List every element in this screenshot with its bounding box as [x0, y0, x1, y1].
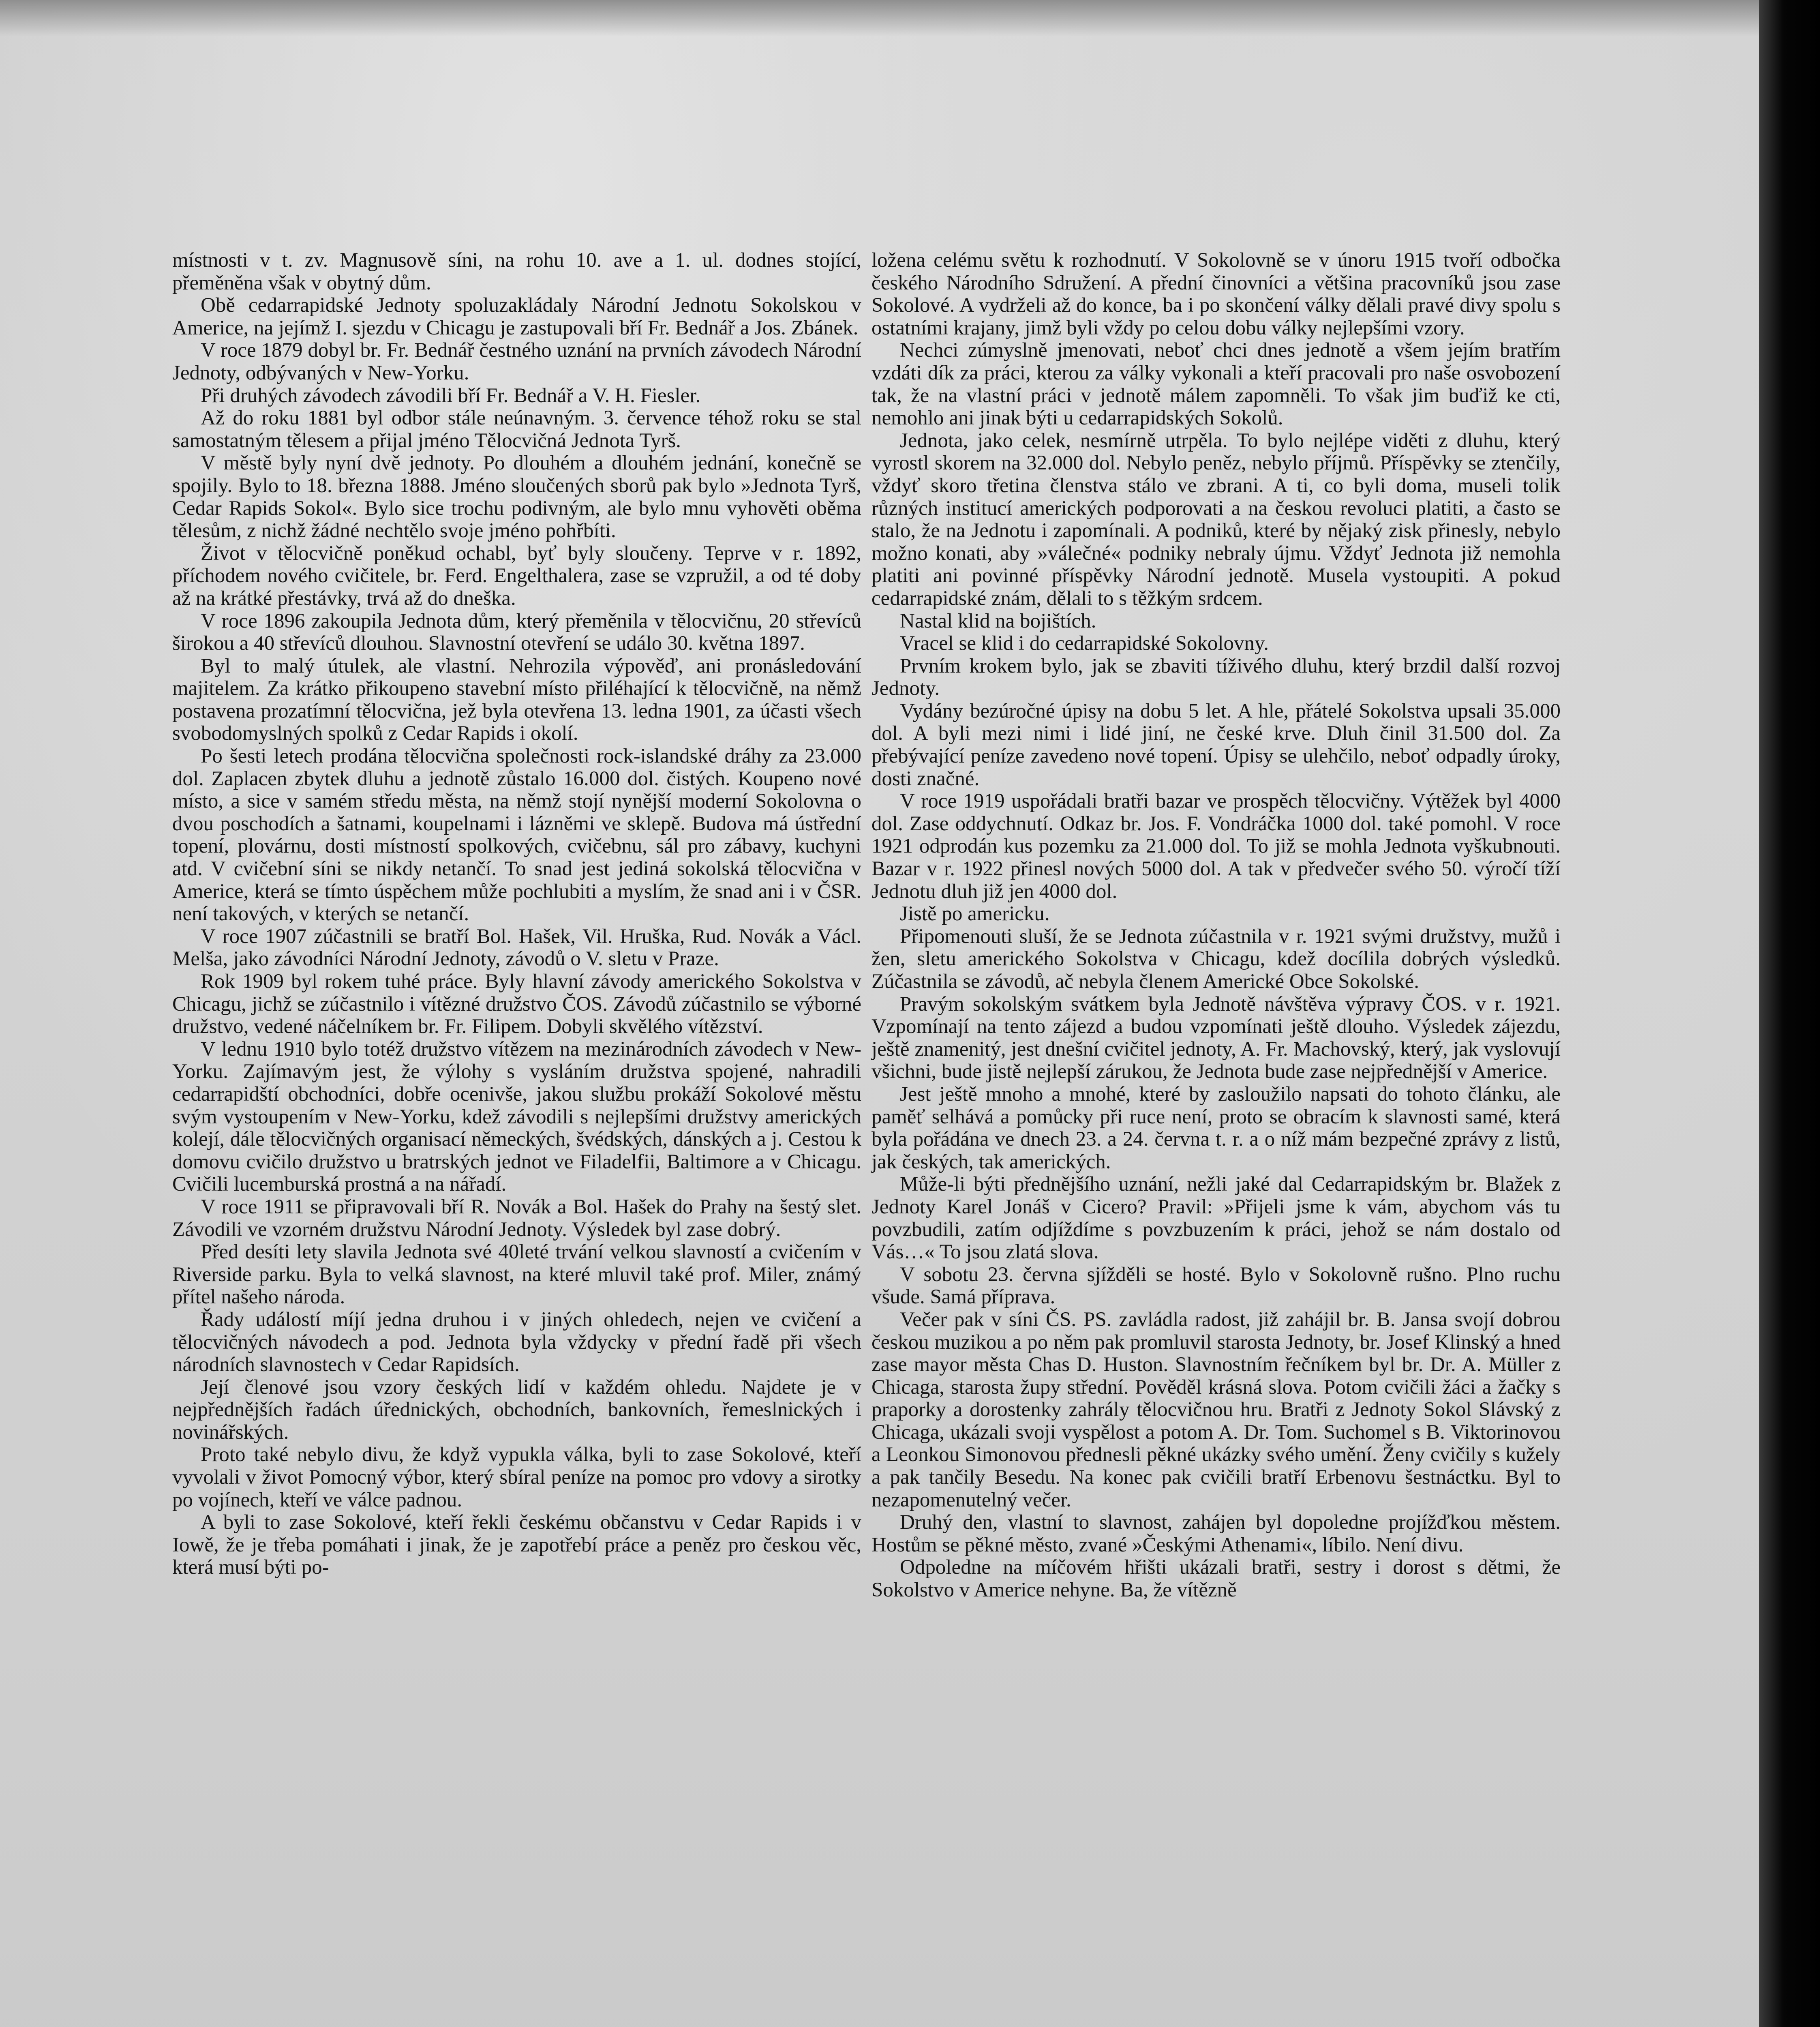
paragraph: Byl to malý útulek, ale vlastní. Nehrozila výpověď, ani pronásledování majitelem. Za krátko přikoupeno stavební místo přiléhající k tělocvičně, na němž postavena prozatímní tělocvična, jež byla otevřena 13. ledna 1901, za účasti všech svobodomyslných spolků z Cedar Rapids i okolí. — [172, 654, 861, 745]
paragraph: Prvním krokem bylo, jak se zbaviti tíživého dluhu, který brzdil další rozvoj Jednoty. — [871, 654, 1561, 700]
scan-top-shadow — [0, 0, 1820, 36]
paragraph: V roce 1896 zakoupila Jednota dům, který přeměnila v tělocvičnu, 20 střevíců širokou a 40 střevíců dlouhou. Slavnostní otevření se událo 30. května 1897. — [172, 609, 861, 655]
paragraph: V roce 1879 dobyl br. Fr. Bednář čestného uznání na prvních závodech Národní Jednoty, odbývaných v New-Yorku. — [172, 339, 861, 384]
paragraph: Proto také nebylo divu, že když vypukla válka, byli to zase Sokolové, kteří vyvolali v život Pomocný výbor, který sbíral peníze na pomoc pro vdovy a sirotky po vojínech, kteří ve válce padnou. — [172, 1443, 861, 1511]
paragraph: V roce 1907 zúčastnili se bratří Bol. Hašek, Vil. Hruška, Rud. Novák a Václ. Melša, jako závodníci Národní Jednoty, závodů o V. sletu v Praze. — [172, 925, 861, 971]
scan-right-edge — [1759, 0, 1820, 2027]
paragraph: Život v tělocvičně poněkud ochabl, byť byly sloučeny. Teprve v r. 1892, příchodem nového cvičitele, br. Ferd. Engelthalera, zase se vzpružil, a od té doby až na krátké přestávky, trvá až do dneška. — [172, 542, 861, 610]
paragraph: V roce 1919 uspořádali bratři bazar ve prospěch tělocvičny. Výtěžek byl 4000 dol. Zase oddychnutí. Odkaz br. Jos. F. Vondráčka 1000 dol. také pomohl. V roce 1921 odprodán kus pozemku za 21.000 dol. To již se mohla Jednota vyškubnouti. Bazar v r. 1922 přinesl nových 5000 dol. A tak v předvečer svého 50. výročí tíží Jednotu dluh již jen 4000 dol. — [871, 790, 1561, 903]
paragraph: místnosti v t. zv. Magnusově síni, na rohu 10. ave a 1. ul. dodnes stojící, přeměněna však v obytný dům. — [172, 249, 861, 294]
paragraph: Řady událostí míjí jedna druhou i v jiných ohledech, nejen ve cvičení a tělocvičných návodech a pod. Jednota byla vždycky v přední řadě při všech národních slavnostech v Cedar Rapidsích. — [172, 1308, 861, 1376]
right-column — [871, 249, 1561, 1602]
paragraph: V sobotu 23. června sjížděli se hosté. Bylo v Sokolovně rušno. Plno ruchu všude. Samá příprava. — [871, 1263, 1561, 1309]
paragraph: Nechci zúmyslně jmenovati, neboť chci dnes jednotě a všem jejím bratřím vzdáti dík za práci, kterou za války vykonali a kteří pracovali pro naše osvobození tak, že na vlastní práci v jednotě málem zapomněli. To však jim buďiž ke cti, nemohlo ani jinak býti u cedarrapidských Sokolů. — [871, 339, 1561, 430]
paragraph: Druhý den, vlastní to slavnost, zahájen byl dopoledne projížďkou městem. Hostům se pěkné město, zvané »Českými Athenami«, líbilo. Není divu. — [871, 1511, 1561, 1556]
paragraph: Obě cedarrapidské Jednoty spoluzakládaly Národní Jednotu Sokolskou v Americe, na jejímž I. sjezdu v Chicagu je zastupovali bří Fr. Bednář a Jos. Zbánek. — [172, 294, 861, 339]
paragraph: Rok 1909 byl rokem tuhé práce. Byly hlavní závody amerického Sokolstva v Chicagu, jichž se zúčastnilo i vítězné družstvo ČOS. Závodů zúčastnilo se výborné družstvo, vedené náčelníkem br. Fr. Filipem. Dobyli skvělého vítězství. — [172, 970, 861, 1038]
paragraph: Pravým sokolským svátkem byla Jednotě návštěva výpravy ČOS. v r. 1921. Vzpomínají na tento zájezd a budou vzpomínati ještě dlouho. Výsledek zájezdu, ještě znamenitý, jest dnešní cvičitel jednoty, A. Fr. Machovský, který, jak vyslovují všichni, bude jistě nejlepší zárukou, že Jednota bude zase nejpřednější v Americe. — [871, 992, 1561, 1083]
paragraph: Jest ještě mnoho a mnohé, které by zasloužilo napsati do tohoto článku, ale paměť selhává a pomůcky při ruce není, proto se obracím k slavnosti samé, která byla pořádána ve dnech 23. a 24. června t. r. a o níž mám bezpečné zprávy z listů, jak českých, tak amerických. — [871, 1082, 1561, 1173]
paragraph: Večer pak v síni ČS. PS. zavládla radost, již zahájil br. B. Jansa svojí dobrou českou muzikou a po něm pak promluvil starosta Jednoty, br. Josef Klinský a hned zase mayor města Chas D. Huston. Slavnostním řečníkem byl br. Dr. A. Müller z Chicaga, starosta župy střední. Pověděl krásná slova. Potom cvičili žáci a žačky s praporky a dorostenky zahrály tělocvičnou hru. Bratři z Jednoty Sokol Slávský z Chicaga, ukázali svoji vyspělost a potom A. Dr. Tom. Suchomel s B. Viktorinovou a Leonkou Simonovou přednesli pěkné ukázky svého umění. Ženy cvičily s kužely a pak tančily Besedu. Na konec pak cvičili bratří Erbenovu šestnáctku. Byl to nezapomenutelný večer. — [871, 1308, 1561, 1511]
paragraph: Po šesti letech prodána tělocvična společnosti rock-islandské dráhy za 23.000 dol. Zaplacen zbytek dluhu a jednotě zůstalo 16.000 dol. čistých. Koupeno nové místo, a sice v samém středu města, na němž stojí nynější moderní Sokolovna o dvou poschodích a šatnami, koupelnami i lázněmi ve sklepě. Budova má ústřední topení, plovárnu, dosti místností spolkových, cvičebnu, sál pro zábavy, kuchyni atd. V cvičební síni se nikdy netančí. To snad jest jediná sokolská tělocvična v Americe, která se tímto úspěchem může pochlubiti a myslím, že snad ani i v ČSR. není takových, v kterých se netančí. — [172, 745, 861, 926]
paragraph: Před desíti lety slavila Jednota své 40leté trvání velkou slavností a cvičením v Riverside parku. Byla to velká slavnost, na které mluvil také prof. Miler, známý přítel našeho národa. — [172, 1241, 861, 1309]
paragraph: V městě byly nyní dvě jednoty. Po dlouhém a dlouhém jednání, konečně se spojily. Bylo to 18. března 1888. Jméno sloučených sborů pak bylo »Jednota Tyrš, Cedar Rapids Sokol«. Bylo sice trochu podivným, ale bylo mnu vyhověti oběma tělesům, z nichž žádné nechtělo svoje jméno pohřbíti. — [172, 452, 861, 542]
paragraph: Při druhých závodech závodili bří Fr. Bednář a V. H. Fiesler. — [201, 384, 701, 407]
paragraph: A byli to zase Sokolové, kteří řekli českému občanstvu v Cedar Rapids i v Iowě, že je třeba pomáhati i jinak, že je zapotřebí práce a peněz pro českou věc, která musí býti po- — [172, 1511, 861, 1579]
paragraph: V roce 1911 se připravovali bří R. Novák a Bol. Hašek do Prahy na šestý slet. Závodili ve vzorném družstvu Národní Jednoty. Výsledek byl zase dobrý. — [172, 1195, 861, 1241]
paragraph: V lednu 1910 bylo totéž družstvo vítězem na mezinárodních závodech v New-Yorku. Zajímavým jest, že výlohy s vysláním družstva spojené, nahradili cedarrapidští obchodníci, dobře ocenivše, jakou službu prokáží Sokolové městu svým vystoupením v New-Yorku, kdež závodili s nejlepšími družstvy amerických kolejí, dále tělocvičných organisací německých, švédských, dánských a j. Cestou k domovu cvičilo družstvo u bratrských jednot ve Filadelfii, Baltimore a v Chicagu. Cvičili lucemburská prostná a na nářadí. — [172, 1037, 861, 1196]
left-column — [172, 249, 861, 1579]
paragraph: Připomenouti sluší, že se Jednota zúčastnila v r. 1921 svými družstvy, mužů i žen, sletu amerického Sokolstva v Chicagu, kdež docílila dobrých výsledků. Zúčastnila se závodů, ač nebyla členem Americké Obce Sokolské. — [871, 925, 1561, 993]
paragraph: Nastal klid na bojištích. — [900, 609, 1096, 632]
paragraph: Může-li býti přednějšího uznání, nežli jaké dal Cedarrapidským br. Blažek z Jednoty Karel Jonáš v Cicero? Pravil: »Přijeli jsme k vám, abychom vás tu povzbudili, zatím odjíždíme s povzbuzením k práci, jehož se nám dostalo od Vás…« To jsou zlatá slova. — [871, 1173, 1561, 1264]
paragraph: Odpoledne na míčovém hřišti ukázali bratři, sestry i dorost s dětmi, že Sokolstvo v Americe nehyne. Ba, že vítězně — [871, 1556, 1561, 1602]
paragraph: ložena celému světu k rozhodnutí. V Sokolovně se v únoru 1915 tvoří odbočka českého Národního Sdružení. A přední činovníci a většina pracovníků jsou zase Sokolové. A vydrželi až do konce, ba i po skončení války dělali pravé divy spolu s ostatními krajany, jimž byli vždy po celou dobu války nejlepšími vzory. — [871, 249, 1561, 339]
paragraph: Vracel se klid i do cedarrapidské Sokolovny. — [900, 632, 1269, 655]
paragraph: Vydány bezúročné úpisy na dobu 5 let. A hle, přátelé Sokolstva upsali 35.000 dol. A byli mezi nimi i lidé jiní, ne české krve. Dluh činil 31.500 dol. Za přebývající peníze zavedeno nové topení. Úpisy se ulehčilo, neboť odpadly úroky, dosti značné. — [871, 699, 1561, 790]
paragraph: Její členové jsou vzory českých lidí v každém ohledu. Najdete je v nejpřednějších řadách úřednických, obchodních, bankovních, řemeslnických i novinářských. — [172, 1376, 861, 1444]
paragraph: Až do roku 1881 byl odbor stále neúnavným. 3. července téhož roku se stal samostatným tělesem a přijal jméno Tělocvičná Jednota Tyrš. — [172, 407, 861, 452]
paragraph: Jednota, jako celek, nesmírně utrpěla. To bylo nejlépe viděti z dluhu, který vyrostl skorem na 32.000 dol. Nebylo peněz, nebylo příjmů. Příspěvky se ztenčily, vždyť skoro třetina členstva stálo ve zbrani. A ti, co byli doma, museli tolik různých institucí amerických podporovati a na českou revoluci platiti, a často se stalo, že na Jednotu i zapomínali. A podniků, které by nějaký zisk přinesly, nebylo možno konati, aby »válečné« podniky nebraly újmu. Vždyť Jednota již nemohla platiti ani povinné příspěvky Národní jednotě. Musela vystoupiti. A pokud cedarrapidské znám, dělali to s těžkým srdcem. — [871, 429, 1561, 610]
paragraph: Jistě po americku. — [900, 902, 1050, 926]
